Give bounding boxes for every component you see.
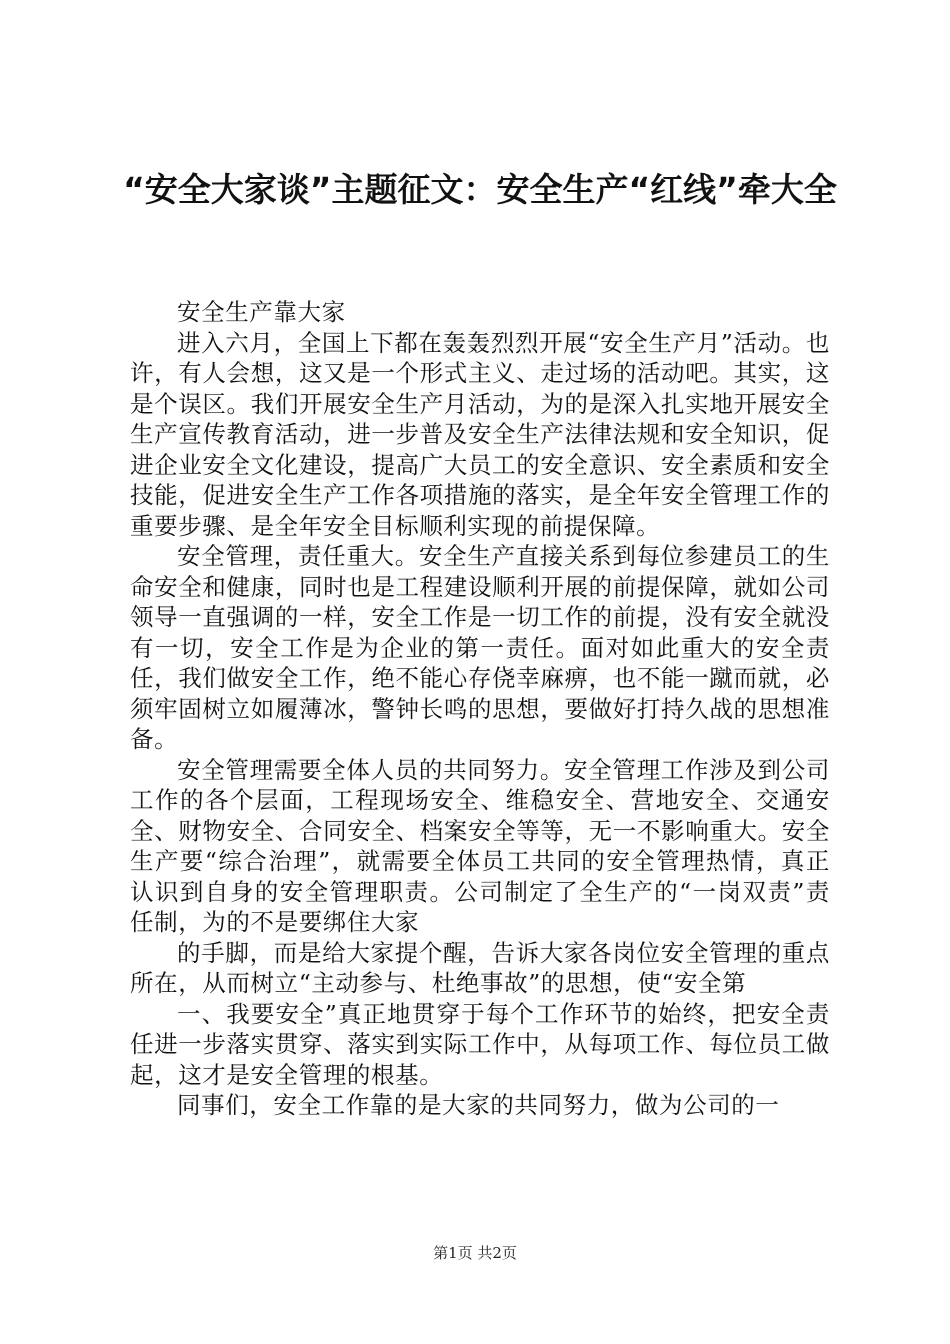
paragraph: 安全管理，责任重大。安全生产直接关系到每位参建员工的生命安全和健康，同时也是工程建设顺利开展的前提保障，就如公司领导一直强调的一样，安全工作是一切工作的前提，没有安全就没有一切，安全工作是为企业的第一责任。面对如此重大的安全责任，我们做安全工作，绝不能心存侥幸麻痹，也不能一蹴而就，必须牢固树立如履薄冰，警钟长鸣的思想，要做好打持久战的思想准备。 bbox=[130, 542, 830, 753]
paragraph: 进入六月，全国上下都在轰轰烈烈开展“安全生产月”活动。也许，有人会想，这又是一个形式主义、走过场的活动吧。其实，这是个误区。我们开展安全生产月活动，为的是深入扎实地开展安全生产宣传教育活动，进一步普及安全生产法律法规和安全知识，促进企业安全文化建设，提高广大员工的安全意识、安全素质和安全技能，促进安全生产工作各项措施的落实，是全年安全管理工作的重要步骤、是全年安全目标顺利实现的前提保障。 bbox=[130, 328, 830, 540]
paragraph: 安全生产靠大家 bbox=[177, 298, 346, 326]
document-body bbox=[130, 297, 830, 1121]
paragraph: 的手脚，而是给大家提个醒，告诉大家各岗位安全管理的重点所在，从而树立“主动参与、杜绝事故”的思想，使“安全第 bbox=[130, 938, 830, 997]
page-footer: 第1页 共2页 bbox=[433, 1244, 517, 1262]
paragraph: 同事们，安全工作靠的是大家的共同努力，做为公司的一 bbox=[177, 1091, 780, 1119]
paragraph: 安全管理需要全体人员的共同努力。安全管理工作涉及到公司工作的各个层面，工程现场安全、维稳安全、营地安全、交通安全、财物安全、合同安全、档案安全等等，无一不影响重大。安全生产要“综合治理”，就需要全体员工共同的安全管理热情，真正认识到自身的安全管理职责。公司制定了全生产的“一岗双责”责任制，为的不是要绑住大家 bbox=[130, 755, 830, 936]
paragraph: 一、我要安全”真正地贯穿于每个工作环节的始终，把安全责任进一步落实贯穿、落实到实际工作中，从每项工作、每位员工做起，这才是安全管理的根基。 bbox=[130, 999, 830, 1089]
document-title: “安全大家谈”主题征文：安全生产“红线”牵大全 bbox=[123, 170, 837, 209]
